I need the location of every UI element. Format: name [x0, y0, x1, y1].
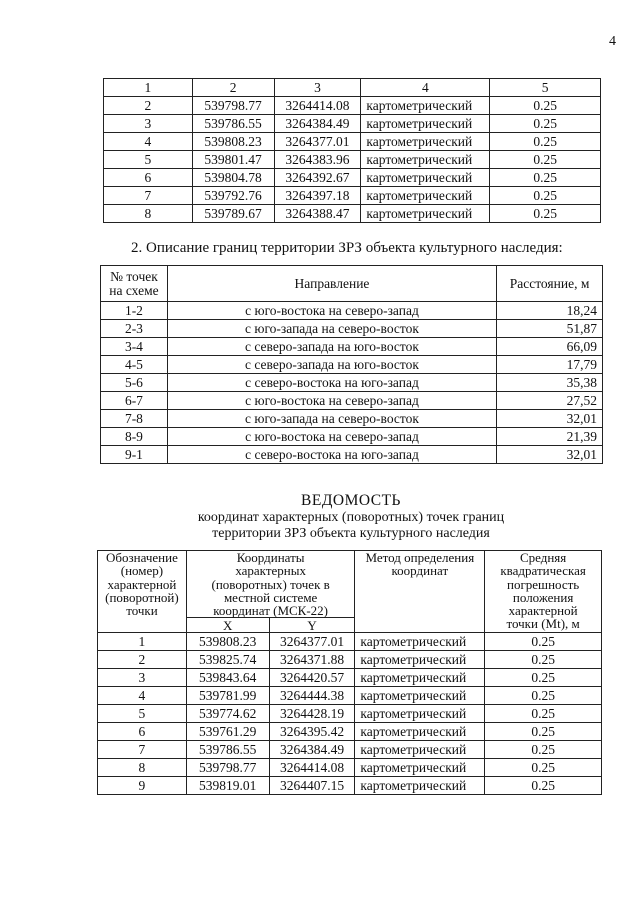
coordinates-header [186, 551, 355, 618]
method: картометрический [355, 633, 485, 651]
x-coordinate: 539801.47 [192, 151, 274, 169]
point-number: 1 [98, 633, 187, 651]
y-coordinate: 3264414.08 [269, 759, 355, 777]
y-coordinate: 3264388.47 [274, 205, 361, 223]
error-header [485, 551, 602, 633]
error-value: 0.25 [485, 651, 602, 669]
y-coordinate: 3264414.08 [274, 97, 361, 115]
header-line: положения [512, 589, 574, 605]
header-line: Метод определения [365, 550, 475, 565]
vedomost-subtitle: координат характерных (поворотных) точек границ [197, 510, 505, 525]
point-number: 3 [104, 115, 193, 133]
error-value: 0.25 [485, 741, 602, 759]
point-number: 5 [104, 151, 193, 169]
direction: с юго-запада на северо-восток [167, 410, 496, 428]
coordinates-statement-table [97, 550, 602, 795]
x-coordinate: 539774.62 [186, 705, 269, 723]
direction-header: Направление [167, 266, 496, 302]
segment: 6-7 [101, 392, 168, 410]
distance: 51,87 [497, 320, 603, 338]
error-value: 0.25 [490, 133, 601, 151]
y-coordinate: 3264371.88 [269, 651, 355, 669]
method: картометрический [361, 169, 490, 187]
table-row [98, 777, 602, 795]
vedomost-title: ВЕДОМОСТЬ [301, 492, 401, 509]
segment: 2-3 [101, 320, 168, 338]
x-coordinate: 539798.77 [192, 97, 274, 115]
direction: с северо-запада на юго-восток [167, 356, 496, 374]
table-row [104, 205, 601, 223]
method: картометрический [361, 205, 490, 223]
direction: с юго-востока на северо-запад [167, 392, 496, 410]
y-coordinate: 3264384.49 [269, 741, 355, 759]
method: картометрический [355, 759, 485, 777]
table-row [104, 187, 601, 205]
header-line: Координаты [236, 550, 305, 565]
header-line: характерных [235, 563, 306, 579]
error-value: 0.25 [485, 777, 602, 795]
table-row [98, 687, 602, 705]
x-coordinate: 539781.99 [186, 687, 269, 705]
points-header-line: на схеме [109, 282, 159, 298]
method: картометрический [361, 151, 490, 169]
x-coordinate: 539819.01 [186, 777, 269, 795]
method: картометрический [355, 777, 485, 795]
distance: 66,09 [497, 338, 603, 356]
method: картометрический [361, 133, 490, 151]
x-coordinate: 539761.29 [186, 723, 269, 741]
header-line: координат (МСК-22) [213, 603, 329, 618]
point-number: 4 [98, 687, 187, 705]
table-row [98, 723, 602, 741]
x-coordinate: 539808.23 [192, 133, 274, 151]
table-row [101, 410, 603, 428]
y-header: Y [269, 618, 355, 633]
point-number: 2 [98, 651, 187, 669]
error-value: 0.25 [485, 687, 602, 705]
x-coordinate: 539786.55 [186, 741, 269, 759]
y-coordinate: 3264377.01 [274, 133, 361, 151]
distance: 17,79 [497, 356, 603, 374]
point-number: 8 [104, 205, 193, 223]
distance: 27,52 [497, 392, 603, 410]
point-number: 9 [98, 777, 187, 795]
method: картометрический [355, 651, 485, 669]
error-value: 0.25 [490, 169, 601, 187]
table-row [98, 705, 602, 723]
x-coordinate: 539843.64 [186, 669, 269, 687]
distance-header: Расстояние, м [497, 266, 603, 302]
distance: 21,39 [497, 428, 603, 446]
error-value: 0.25 [485, 669, 602, 687]
column-number: 5 [490, 79, 601, 97]
column-number: 1 [104, 79, 193, 97]
x-coordinate: 539786.55 [192, 115, 274, 133]
page-number: 4 [609, 34, 616, 49]
distance: 35,38 [497, 374, 603, 392]
y-coordinate: 3264383.96 [274, 151, 361, 169]
error-value: 0.25 [485, 705, 602, 723]
x-coordinate: 539789.67 [192, 205, 274, 223]
segment: 5-6 [101, 374, 168, 392]
direction: с северо-запада на юго-восток [167, 338, 496, 356]
error-value: 0.25 [490, 205, 601, 223]
point-number: 4 [104, 133, 193, 151]
column-number: 3 [274, 79, 361, 97]
point-number: 7 [98, 741, 187, 759]
method: картометрический [355, 687, 485, 705]
error-value: 0.25 [490, 187, 601, 205]
segment: 3-4 [101, 338, 168, 356]
header-line: (поворотных) точек в [211, 576, 330, 592]
header-line: характерной [107, 576, 177, 592]
points-header-line: № точек [110, 269, 158, 284]
column-number: 4 [361, 79, 490, 97]
y-coordinate: 3264384.49 [274, 115, 361, 133]
segment: 7-8 [101, 410, 168, 428]
y-coordinate: 3264444.38 [269, 687, 355, 705]
section-heading: 2. Описание границ территории ЗРЗ объекта культурного наследия: [131, 240, 563, 256]
error-value: 0.25 [490, 151, 601, 169]
table-row [104, 97, 601, 115]
vedomost-subtitle: территории ЗРЗ объекта культурного наследия [212, 525, 490, 541]
point-number: 7 [104, 187, 193, 205]
table-row [98, 669, 602, 687]
distance: 32,01 [497, 446, 603, 464]
y-coordinate: 3264420.57 [269, 669, 355, 687]
header-line: (поворотной) [105, 589, 179, 605]
distance: 18,24 [497, 302, 603, 320]
table-row [104, 133, 601, 151]
direction: с юго-запада на северо-восток [167, 320, 496, 338]
method: картометрический [361, 115, 490, 133]
table-row [98, 651, 602, 669]
error-value: 0.25 [490, 115, 601, 133]
method: картометрический [361, 97, 490, 115]
table-row [101, 392, 603, 410]
points-header [101, 266, 168, 302]
point-number: 6 [104, 169, 193, 187]
y-coordinate: 3264407.15 [269, 777, 355, 795]
x-header: X [186, 618, 269, 633]
table-row [104, 169, 601, 187]
header-line: погрешность [507, 576, 580, 592]
error-value: 0.25 [490, 97, 601, 115]
segment: 1-2 [101, 302, 168, 320]
table-row [101, 356, 603, 374]
distance: 32,01 [497, 410, 603, 428]
header-line: Обозначение [106, 550, 178, 565]
designation-header [98, 551, 187, 633]
table-row [101, 320, 603, 338]
header-line: квадратическая [500, 563, 586, 579]
y-coordinate: 3264428.19 [269, 705, 355, 723]
method: картометрический [355, 741, 485, 759]
table-row [101, 428, 603, 446]
vedomost-heading [0, 492, 640, 541]
x-coordinate: 539808.23 [186, 633, 269, 651]
x-coordinate: 539825.74 [186, 651, 269, 669]
table-row [98, 633, 602, 651]
header-line: точки [126, 603, 158, 618]
segment: 8-9 [101, 428, 168, 446]
y-coordinate: 3264377.01 [269, 633, 355, 651]
error-value: 0.25 [485, 633, 602, 651]
point-number: 3 [98, 669, 187, 687]
direction: с юго-востока на северо-запад [167, 428, 496, 446]
y-coordinate: 3264397.18 [274, 187, 361, 205]
header-line: (номер) [120, 563, 164, 579]
method: картометрический [355, 669, 485, 687]
header-line: Средняя [519, 550, 567, 565]
method: картометрический [355, 723, 485, 741]
direction: с северо-востока на юго-запад [167, 374, 496, 392]
x-coordinate: 539804.78 [192, 169, 274, 187]
segment: 4-5 [101, 356, 168, 374]
coordinates-table-continued [103, 78, 601, 223]
method-header [355, 551, 485, 633]
y-coordinate: 3264395.42 [269, 723, 355, 741]
method: картометрический [355, 705, 485, 723]
header-line: точки (Mt), м [506, 616, 580, 632]
table-row [98, 741, 602, 759]
table-header-row [104, 79, 601, 97]
table-header-row [101, 266, 603, 302]
direction: с юго-востока на северо-запад [167, 302, 496, 320]
point-number: 5 [98, 705, 187, 723]
column-number: 2 [192, 79, 274, 97]
table-header-row [98, 551, 602, 618]
error-value: 0.25 [485, 723, 602, 741]
table-row [101, 374, 603, 392]
point-number: 6 [98, 723, 187, 741]
x-coordinate: 539792.76 [192, 187, 274, 205]
segment: 9-1 [101, 446, 168, 464]
header-line: координат [391, 563, 449, 579]
error-value: 0.25 [485, 759, 602, 777]
x-coordinate: 539798.77 [186, 759, 269, 777]
point-number: 2 [104, 97, 193, 115]
table-row [101, 338, 603, 356]
method: картометрический [361, 187, 490, 205]
header-line: местной системе [223, 589, 318, 605]
table-row [101, 302, 603, 320]
boundary-description-table [100, 265, 603, 464]
y-coordinate: 3264392.67 [274, 169, 361, 187]
table-row [98, 759, 602, 777]
header-line: характерной [508, 603, 578, 618]
point-number: 8 [98, 759, 187, 777]
direction: с северо-востока на юго-запад [167, 446, 496, 464]
table-row [104, 151, 601, 169]
table-row [104, 115, 601, 133]
table-row [101, 446, 603, 464]
